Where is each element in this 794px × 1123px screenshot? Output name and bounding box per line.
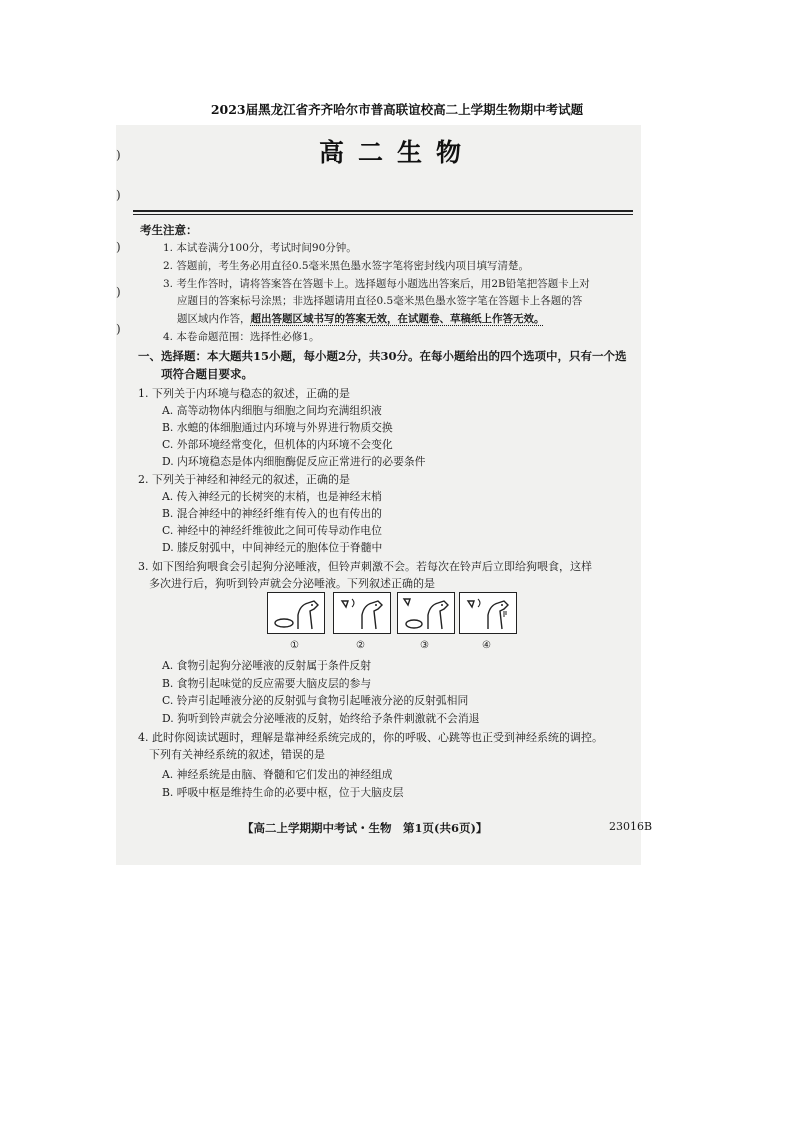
question-option: B. 混合神经中的神经纤维有传入的也有传出的 [162, 507, 382, 520]
binding-hole-mark: ) [116, 148, 121, 162]
question-option: C. 铃声引起唾液分泌的反射弧与食物引起唾液分泌的反射弧相同 [162, 694, 469, 707]
document-title: 2023届黑龙江省齐齐哈尔市普高联谊校高二上学期生物期中考试题 [210, 102, 584, 117]
question-option: D. 内环境稳态是体内细胞酶促反应正常进行的必要条件 [162, 455, 426, 468]
figure-label: ① [290, 640, 299, 651]
question-option: A. 食物引起狗分泌唾液的反射属于条件反射 [162, 659, 372, 672]
dog-bell-bowl-figure [397, 592, 455, 634]
notice-item-text: 题区域内作答， [177, 313, 251, 325]
title-rule-thin [133, 214, 633, 215]
dog-feeding-figure [267, 592, 325, 634]
notice-item: 1. 本试卷满分100分，考试时间90分钟。 [163, 242, 357, 254]
figure-label: ④ [482, 640, 491, 651]
binding-hole-mark: ) [116, 240, 121, 254]
figure-label: ② [356, 640, 365, 651]
figure-label: ③ [420, 640, 429, 651]
binding-hole-mark: ) [116, 188, 121, 202]
question-stem-cont: 多次进行后，狗听到铃声就会分泌唾液。下列叙述正确的是 [149, 577, 435, 590]
notice-emphasis: 超出答题区域书写的答案无效，在试题卷、草稿纸上作答无效。 [250, 313, 545, 325]
question-option: B. 呼吸中枢是维持生命的必要中枢，位于大脑皮层 [162, 786, 404, 799]
question-option: C. 神经中的神经纤维彼此之间可传导动作电位 [162, 524, 382, 537]
notice-heading: 考生注意： [140, 223, 198, 237]
notice-item: 4. 本卷命题范围：选择性必修1。 [163, 331, 320, 343]
question-option: A. 神经系统是由脑、脊髓和它们发出的神经组成 [162, 768, 393, 781]
subject-title: 高二生物 [318, 138, 475, 167]
dog-with-bell-and-bowl-icon [398, 593, 454, 633]
question-option: C. 外部环境经常变化，但机体的内环境不会变化 [162, 438, 393, 451]
binding-hole-mark: ) [116, 285, 121, 299]
title-rule-thick [133, 210, 633, 212]
question-option: B. 食物引起味觉的反应需要大脑皮层的参与 [162, 677, 372, 690]
notice-item: 2. 答题前，考生务必用直径0.5毫米黑色墨水签字笔将密封线内项目填写清楚。 [163, 260, 530, 272]
question-option: B. 水螅的体细胞通过内环境与外界进行物质交换 [162, 421, 393, 434]
page-footer: 【高二上学期期中考试・生物 第1页(共6页)】 [242, 821, 488, 835]
question-stem: 4. 此时你阅读试题时，理解是靠神经系统完成的，你的呼吸、心跳等也正受到神经系统的调控。 [138, 731, 603, 744]
notice-item: 应题目的答案标号涂黑；非选择题请用直径0.5毫米黑色墨水签字笔在答题卡上各题的答 [177, 295, 583, 307]
dog-with-bell-icon [334, 593, 390, 633]
question-option: A. 传入神经元的长树突的末梢，也是神经末梢 [162, 490, 382, 503]
question-stem: 1. 下列关于内环境与稳态的叙述，正确的是 [138, 387, 350, 400]
dog-bell-figure [333, 592, 391, 634]
question-stem: 3. 如下图给狗喂食会引起狗分泌唾液，但铃声刺激不会。若每次在铃声后立即给狗喂食，这样 [138, 560, 592, 573]
question-option: A. 高等动物体内细胞与细胞之间均充满组织液 [162, 404, 382, 417]
question-option: D. 狗听到铃声就会分泌唾液的反射，始终给予条件刺激就不会消退 [162, 712, 480, 725]
dog-with-bowl-icon [268, 593, 324, 633]
question-option: D. 膝反射弧中，中间神经元的胞体位于脊髓中 [162, 541, 383, 554]
question-stem: 2. 下列关于神经和神经元的叙述，正确的是 [138, 473, 350, 486]
section-heading-cont: 项符合题目要求。 [161, 367, 253, 381]
question-stem-cont: 下列有关神经系统的叙述，错误的是 [149, 748, 325, 761]
binding-hole-mark: ) [116, 322, 121, 336]
dog-bell-salivating-figure [459, 592, 517, 634]
notice-item [177, 311, 545, 326]
exam-code: 23016B [609, 820, 653, 833]
notice-item: 3. 考生作答时，请将答案答在答题卡上。选择题每小题选出答案后，用2B铅笔把答题卡上对 [163, 278, 590, 290]
section-heading: 一、选择题：本大题共15小题，每小题2分，共30分。在每小题给出的四个选项中，只有一个选 [138, 349, 627, 363]
dog-salivating-icon [460, 593, 516, 633]
